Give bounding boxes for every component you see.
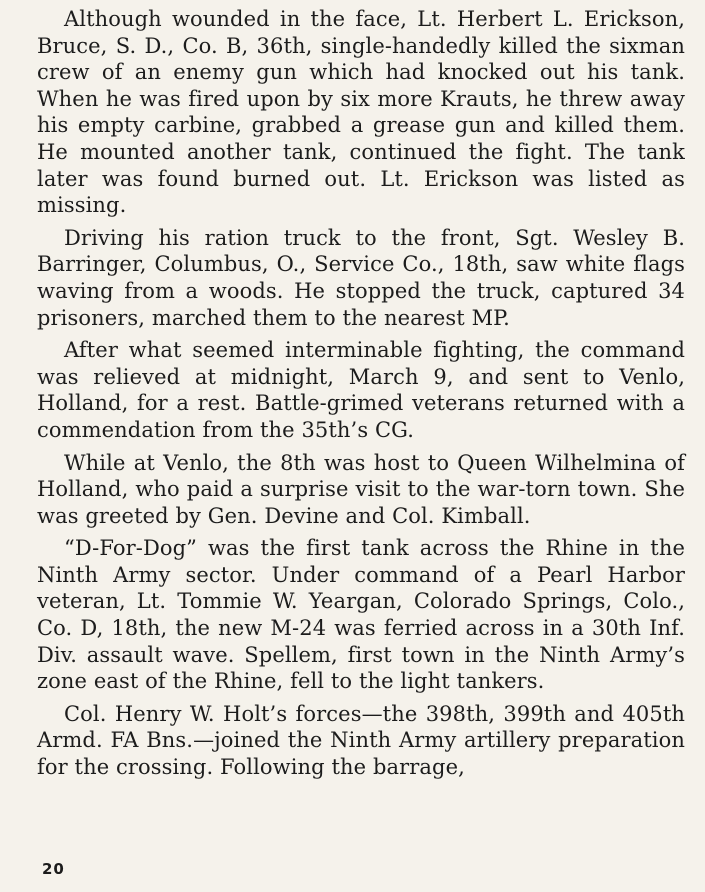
paragraph-venlo-relief: After what seemed interminable fighting, the command was relieved at midnight, March 9, and sent to Venlo, Holland, for a rest. Battle-grimed veterans returned with a commendation from the 35th’s CG. — [37, 338, 685, 442]
paragraph-holt-forces: Col. Henry W. Holt’s forces—the 398th, 399th and 405th Armd. FA Bns.—joined the Ninth Army artillery preparation for the crossing. Following the barrage, — [37, 701, 685, 780]
body-text — [37, 6, 685, 787]
paragraph-d-for-dog: “D-For-Dog” was the first tank across the Rhine in the Ninth Army sector. Under command of a Pearl Harbor veteran, Lt. Tommie W. Yeargan, Colorado Springs, Colo., Co. D, 18th, the new M-24 was ferried across in a 30th Inf. Div. assault wave. Spellem, first town in the Ninth Army’s zone east of the Rhine, fell to the light tankers. — [37, 536, 685, 694]
paragraph-erickson: Although wounded in the face, Lt. Herbert L. Erickson, Bruce, S. D., Co. B, 36th, single-handedly killed the sixman crew of an enemy gun which had knocked out his tank. When he was fired upon by six more Krauts, he threw away his empty carbine, grabbed a grease gun and killed them. He mounted another tank, continued the fight. The tank later was found burned out. Lt. Erickson was listed as missing. — [37, 7, 685, 218]
paragraph-barringer: Driving his ration truck to the front, Sgt. Wesley B. Barringer, Columbus, O., Service Co., 18th, saw white flags waving from a woods. He stopped the truck, captured 34 prisoners, marched them to the nearest MP. — [37, 225, 685, 330]
page-number: 20 — [42, 860, 65, 878]
paragraph-queen-visit: While at Venlo, the 8th was host to Queen Wilhelmina of Holland, who paid a surprise visit to the war-torn town. She was greeted by Gen. Devine and Col. Kimball. — [37, 450, 685, 528]
